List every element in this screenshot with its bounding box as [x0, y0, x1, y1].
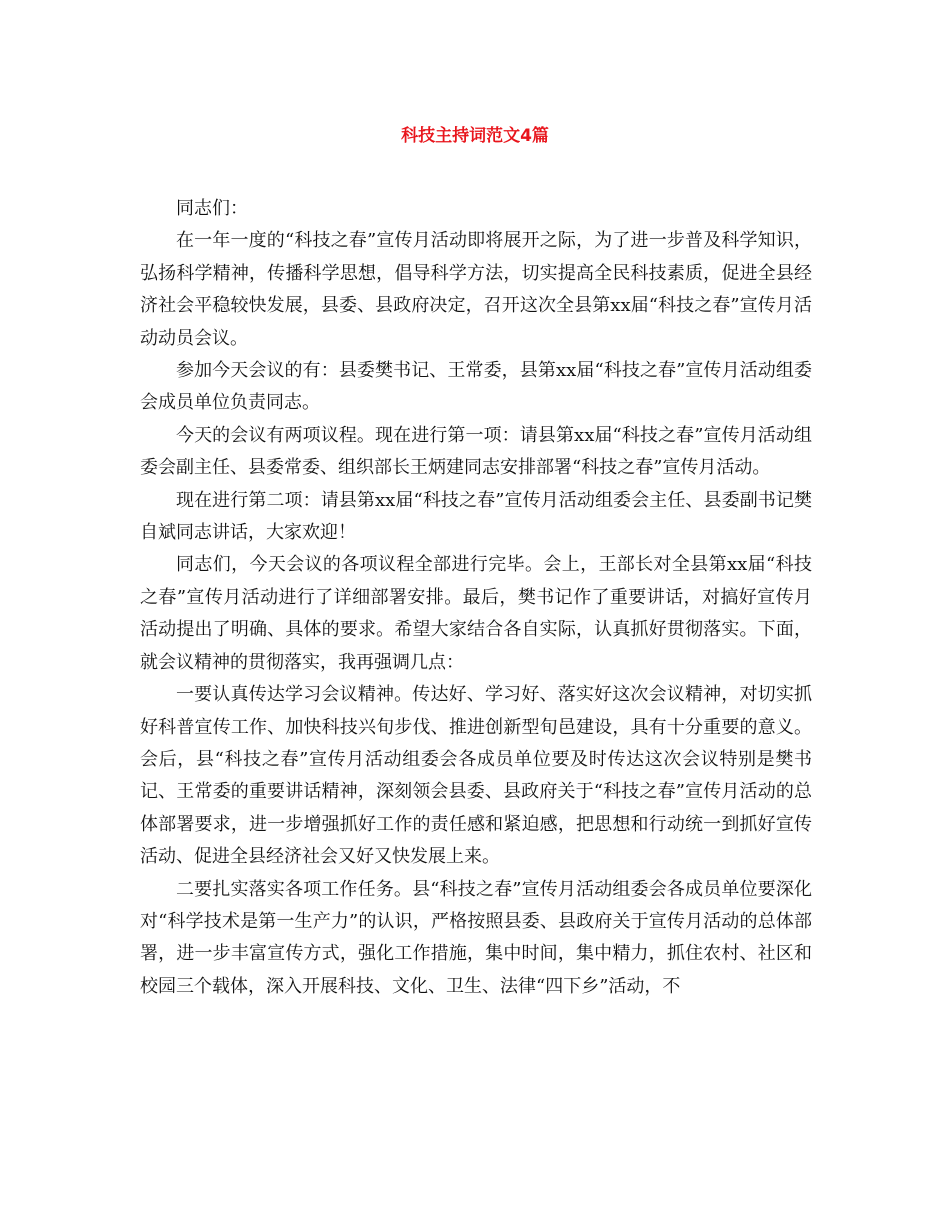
paragraph: 现在进行第二项：请县第xx届“科技之春”宣传月活动组委会主任、县委副书记樊自斌同志讲话，大家欢迎！ — [140, 489, 812, 544]
document-title: 科技主持词范文4篇 — [401, 126, 549, 146]
paragraph: 一要认真传达学习会议精神。传达好、学习好、落实好这次会议精神，对切实抓好科普宣传工作、加快科技兴旬步伐、推进创新型旬邑建设，具有十分重要的意义。会后，县“科技之春”宣传月活动组委会各成员单位要及时传达这次会议特别是樊书记、王常委的重要讲话精神，深刻领会县委、县政府关于“科技之春”宣传月活动的总体部署要求，进一步增强抓好工作的责任感和紧迫感，把思想和行动统一到抓好宣传活动、促进全县经济社会又好又快发展上来。 — [140, 684, 812, 868]
paragraph: 二要扎实落实各项工作任务。县“科技之春”宣传月活动组委会各成员单位要深化对“科学技术是第一生产力”的认识，严格按照县委、县政府关于宣传月活动的总体部署，进一步丰富宣传方式，强化工作措施，集中时间，集中精力，抓住农村、社区和校园三个载体，深入开展科技、文化、卫生、法律“四下乡”活动，不 — [140, 878, 812, 997]
paragraph: 在一年一度的“科技之春”宣传月活动即将展开之际，为了进一步普及科学知识，弘扬科学精神，传播科学思想，倡导科学方法，切实提高全民科技素质，促进全县经济社会平稳较快发展，县委、县政府决定，召开这次全县第xx届“科技之春”宣传月活动动员会议。 — [140, 230, 812, 349]
paragraph-greeting: 同志们： — [176, 198, 248, 219]
paragraph: 今天的会议有两项议程。现在进行第一项：请县第xx届“科技之春”宣传月活动组委会副主任、县委常委、组织部长王炳建同志安排部署“科技之春”宣传月活动。 — [140, 424, 812, 479]
paragraph: 同志们，今天会议的各项议程全部进行完毕。会上，王部长对全县第xx届“科技之春”宣传月活动进行了详细部署安排。最后，樊书记作了重要讲话，对搞好宣传月活动提出了明确、具体的要求。希望大家结合各自实际，认真抓好贯彻落实。下面，就会议精神的贯彻落实，我再强调几点： — [140, 554, 812, 673]
document-body — [140, 193, 812, 1003]
paragraph: 参加今天会议的有：县委樊书记、王常委，县第xx届“科技之春”宣传月活动组委会成员单位负责同志。 — [140, 360, 812, 414]
